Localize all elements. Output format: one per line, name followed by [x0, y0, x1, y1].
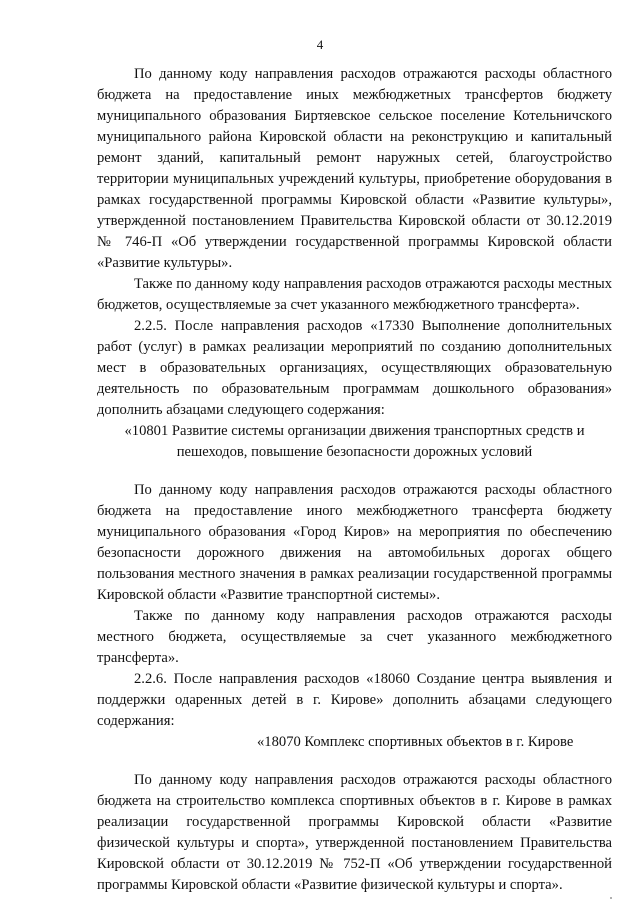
scan-speck	[610, 897, 612, 899]
spacer	[97, 753, 612, 770]
paragraph-local-budgets-note: Также по данному коду направления расходов отражаются расходы местных бюджетов, осуществляемые за счет указанного межбюджетного трансферта».	[97, 276, 612, 313]
paragraph-2-2-6: 2.2.6. После направления расходов «18060 Создание центра выявления и поддержки одаренных детей в г. Кирове» дополнить абзацами следующего содержания:	[97, 671, 612, 729]
paragraph-biryaevskoe-transfer: По данному коду направления расходов отражаются расходы областного бюджета на предоставление иных межбюджетных трансфертов бюджету муниципального образования Биртяевское сельское поселение Котельничского муниципального района Кировской области на реконструкцию и капитальный ремонт зданий, капитальный ремонт наружных сетей, благоустройство территории муниципальных учреждений культуры, приобретение оборудования в рамках государственной программы Кировской области «Развитие культуры», утвержденной постановлением Правительства Кировской области от 30.12.2019 № 746-П «Об утверждении государственной программы Кировской области «Развитие культуры».	[97, 66, 612, 271]
cropped-previous-page-edge	[0, 0, 640, 6]
spacer	[97, 463, 612, 480]
heading-18070: «18070 Комплекс спортивных объектов в г. Кирове	[257, 734, 574, 750]
paragraph-2-2-5: 2.2.5. После направления расходов «17330 Выполнение дополнительных работ (услуг) в рамках реализации мероприятий по созданию дополнительных мест в образовательных организациях, осуществляющих образовательную деятельность по образовательным программам дошкольного образования» дополнить абзацами следующего содержания:	[97, 318, 612, 418]
document-body	[97, 64, 612, 896]
paragraph-local-budget-note: Также по данному коду направления расходов отражаются расходы местного бюджета, осуществляемые за счет указанного межбюджетного трансферта».	[97, 608, 612, 666]
heading-10801: «10801 Развитие системы организации движения транспортных средств и пешеходов, повышение безопасности дорожных условий	[124, 423, 585, 460]
page-number: 4	[316, 37, 324, 52]
paragraph-sports-complex: По данному коду направления расходов отражаются расходы областного бюджета на строительство комплекса спортивных объектов в г. Кирове в рамках реализации государственной программы Кировской области «Развитие физической культуры и спорта», утвержденной постановлением Правительства Кировской области от 30.12.2019 № 752-П «Об утверждении государственной программы Кировской области «Развитие физической культуры и спорта».	[97, 772, 612, 893]
paragraph-road-safety-transfer: По данному коду направления расходов отражаются расходы областного бюджета на предоставление иного межбюджетного трансферта бюджету муниципального образования «Город Киров» на мероприятия по обеспечению безопасности дорожного движения на автомобильных дорогах общего пользования местного значения в рамках реализации государственной программы Кировской области «Развитие транспортной системы».	[97, 482, 612, 603]
